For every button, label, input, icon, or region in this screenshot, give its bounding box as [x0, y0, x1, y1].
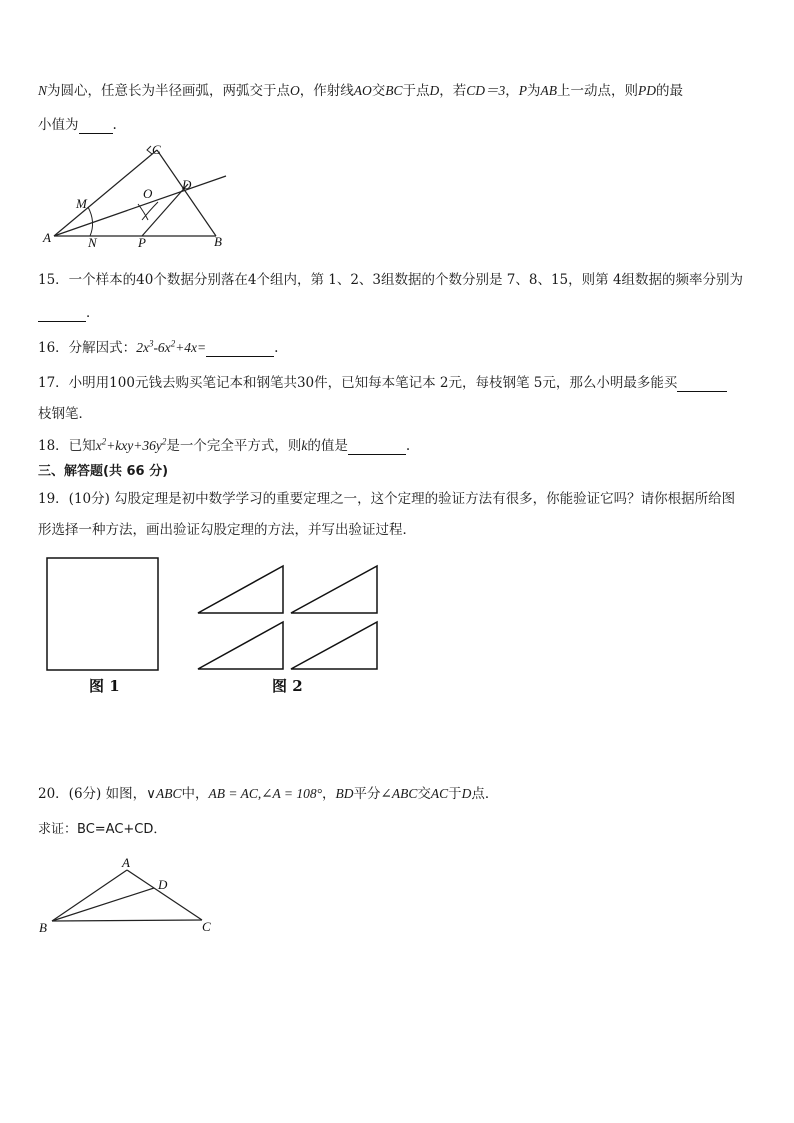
q20-condition: AB = AC,∠A = 108° — [208, 786, 323, 801]
q17-line2 — [38, 405, 92, 423]
q20-mid: 中， — [181, 786, 209, 802]
q19-text-2: 形选择一种方法，画出验证勾股定理的方法，并写出验证过程． — [38, 522, 416, 538]
q20-bisect: 平分 — [353, 786, 381, 802]
q14-point-p: P — [518, 83, 528, 98]
q14-text-b: ，作射线 — [299, 83, 354, 99]
q16-prefix: 16．分解因式： — [38, 340, 137, 356]
q17-line1 — [38, 374, 727, 392]
q20-prefix: 20．(6分) 如图， — [38, 786, 147, 802]
q17-text: 17．小明用100元钱去购买笔记本和钢笔共30件，已知每本笔记本 2元，每枝钢笔 5元，那么小明最多能买 — [38, 375, 678, 391]
q14-seg-pd: PD — [638, 83, 657, 98]
q20-d: D — [461, 786, 472, 801]
q14-answer-blank[interactable] — [79, 119, 113, 134]
q14-min-label: 小值为 — [38, 117, 79, 133]
q14-fig-label-b: B — [214, 234, 222, 249]
q20-fig-label-d: D — [158, 877, 168, 892]
q20-fig-label-b: B — [39, 920, 47, 935]
q14-seg-ab: AB — [540, 83, 558, 98]
q20-cross: 交 — [417, 786, 431, 802]
q18-end: . — [405, 438, 411, 454]
q18-line — [38, 437, 410, 455]
section-heading: 三、解答题(共 66 分) — [38, 464, 169, 479]
q14-line2 — [38, 116, 117, 134]
q14-text-g: 为 — [527, 83, 541, 99]
q14-text-d: 于点 — [402, 83, 430, 99]
q15-text: 15．一个样本的40个数据分别落在4个组内，第 1、2、3组数据的个数分别是 7、8、15，则第 4组数据的频率分别为 — [38, 272, 744, 288]
q14-fig-label-m: M — [76, 196, 87, 211]
q14-fig-label-o: O — [143, 186, 153, 201]
q20-ac: AC — [430, 786, 449, 801]
q14-letter-n: N — [38, 83, 48, 98]
q14-fig-label-p: P — [138, 235, 146, 250]
q19-line2 — [38, 521, 416, 539]
q16-expr — [136, 340, 206, 355]
q14-fig-label-c: C — [152, 142, 161, 157]
q14-end: . — [112, 117, 117, 133]
q14-ray-ao: AO — [353, 83, 372, 98]
q20-triangle: ∨ABC — [146, 786, 182, 801]
q14-text-f: ， — [505, 83, 519, 99]
q20-end: 点． — [471, 786, 499, 802]
q14-letter-o: O — [290, 83, 300, 98]
q17-line2-text: 枝钢笔． — [38, 406, 92, 422]
q15-end: ． — [86, 305, 100, 321]
q14-text-e: ，若 — [439, 83, 467, 99]
q15-answer-blank[interactable] — [38, 307, 86, 322]
q15-line1 — [38, 271, 743, 289]
q16-answer-blank[interactable] — [206, 342, 274, 357]
q19-fig2-triangle-1 — [198, 566, 283, 613]
q19-text-1: 19．(10分) 勾股定理是初中数学学习的重要定理之一，这个定理的验证方法有很多，你能验证它吗？请你根据所给图 — [38, 491, 736, 507]
q20-line1 — [38, 785, 498, 803]
q16-end: . — [274, 340, 279, 356]
q18-sup-b: 2 — [161, 436, 167, 447]
q18-prefix: 18．已知 — [38, 438, 96, 454]
q18-expr — [96, 438, 167, 453]
q14-fig-label-n: N — [88, 235, 97, 250]
q19-fig2-triangle-3 — [198, 622, 283, 669]
q14-point-d: D — [429, 83, 440, 98]
q14-line1 — [38, 82, 683, 100]
q16-sup-a: 3 — [148, 338, 154, 349]
q20-figure — [34, 852, 224, 937]
q16-expr-c: +4x= — [175, 340, 207, 355]
q14-text-i: 的最 — [656, 83, 684, 99]
q18-expr-b: +kxy+36y — [106, 438, 162, 453]
q14-cd-eq: CD＝3 — [466, 83, 506, 98]
q19-fig2-caption: 图 2 — [272, 677, 303, 695]
q18-mid: 是一个完全平方式，则 — [166, 438, 302, 454]
q19-line1 — [38, 490, 735, 508]
q15-line2 — [38, 304, 100, 322]
q18-suffix: 的值是 — [307, 438, 348, 454]
q19-figures — [40, 552, 390, 702]
q18-sup-a: 2 — [101, 436, 107, 447]
q18-expr-a: x — [95, 438, 102, 453]
q16-line — [38, 339, 278, 357]
q20-bd: BD — [335, 786, 354, 801]
q16-expr-b: -6x — [153, 340, 171, 355]
q16-expr-a: 2x — [136, 340, 149, 355]
q14-seg-bc: BC — [385, 83, 403, 98]
q14-text-c: 交 — [371, 83, 386, 99]
q20-angle: ∠ABC — [380, 786, 418, 801]
q20-fig-label-c: C — [202, 919, 211, 934]
q17-answer-blank[interactable] — [677, 377, 727, 392]
q19-fig2-triangle-2 — [291, 566, 377, 613]
q20-sep: ， — [322, 786, 336, 802]
q18-answer-blank[interactable] — [348, 440, 406, 455]
q14-text-h: 上一动点，则 — [557, 83, 639, 99]
q19-fig2-triangle-4 — [291, 622, 377, 669]
q19-fig1-caption: 图 1 — [89, 677, 120, 695]
q14-figure — [30, 140, 230, 252]
q18-k: k — [301, 438, 308, 453]
q16-sup-b: 2 — [170, 338, 176, 349]
q14-fig-label-d: D — [182, 177, 192, 192]
q14-fig-label-a: A — [43, 230, 51, 245]
q19-fig1-square — [47, 558, 158, 670]
q20-fig-label-a: A — [122, 855, 130, 870]
q20-prove: 求证：BC=AC+CD． — [38, 822, 167, 837]
q20-at: 于 — [448, 786, 462, 802]
q14-text-a: 为圆心，任意长为半径画弧，两弧交于点 — [47, 83, 291, 99]
